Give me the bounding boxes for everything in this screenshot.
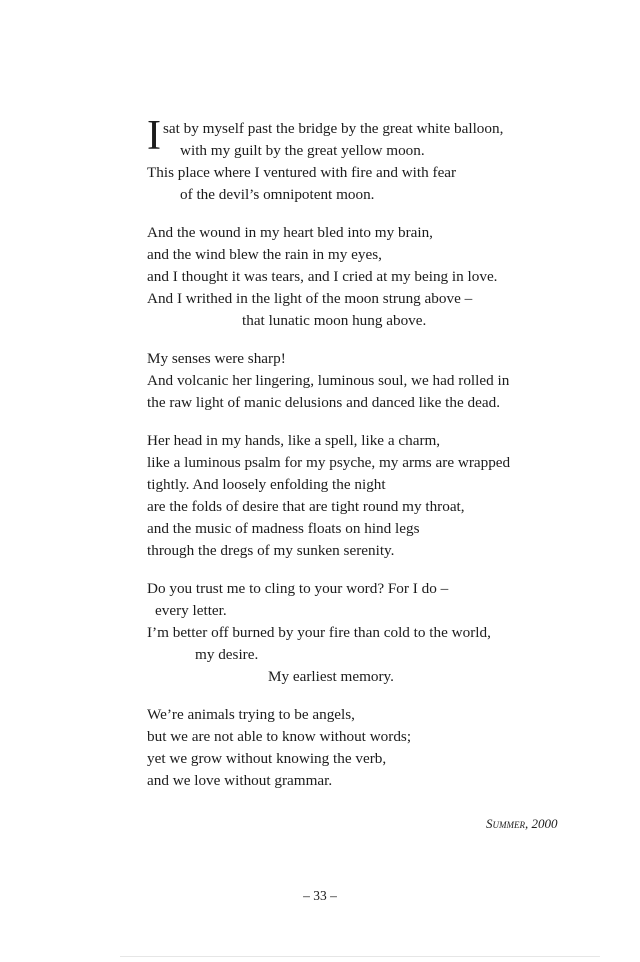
poem-line: but we are not able to know without words; <box>147 728 412 745</box>
stanza-2 <box>147 222 617 332</box>
poem-line: And the wound in my heart bled into my brain, <box>147 224 433 241</box>
poem-date: Summer, 2000 <box>486 816 558 831</box>
poem-line: This place where I ventured with fire and with fear <box>147 164 457 181</box>
poem-line: and the music of madness floats on hind legs <box>147 520 420 537</box>
drop-cap: I <box>147 113 161 159</box>
poem-line: tightly. And loosely enfolding the night <box>147 476 386 493</box>
stanza-6 <box>147 704 617 792</box>
page-edge-divider <box>120 956 600 957</box>
poem-line: And volcanic her lingering, luminous soul, we had rolled in <box>147 372 510 389</box>
poem-line: and the wind blew the rain in my eyes, <box>147 246 382 263</box>
poem-line: Her head in my hands, like a spell, like a charm, <box>147 432 441 449</box>
poem-line: with my guilt by the great yellow moon. <box>180 142 425 159</box>
poem-line: of the devil’s omnipotent moon. <box>180 186 375 203</box>
poem-line: like a luminous psalm for my psyche, my arms are wrapped <box>147 454 511 471</box>
poem-line: my desire. <box>195 646 259 663</box>
poem-line: And I writhed in the light of the moon strung above – <box>147 290 473 307</box>
poem-line: are the folds of desire that are tight round my throat, <box>147 498 465 515</box>
poem-line: that lunatic moon hung above. <box>242 312 427 329</box>
stanza-3 <box>147 348 617 414</box>
poem-line: My earliest memory. <box>268 668 394 685</box>
poem-line: the raw light of manic delusions and danced like the dead. <box>147 394 500 411</box>
stanza-5 <box>147 578 617 688</box>
stanza-1 <box>147 113 617 206</box>
poem-line: My senses were sharp! <box>147 350 286 367</box>
page-number: – 33 – <box>303 888 337 903</box>
poem-line: Do you trust me to cling to your word? For I do – <box>147 580 449 597</box>
poem-line: I’m better off burned by your fire than cold to the world, <box>147 624 491 641</box>
poem-line: and I thought it was tears, and I cried at my being in love. <box>147 268 498 285</box>
poem-line: We’re animals trying to be angels, <box>147 706 355 723</box>
poem-line: and we love without grammar. <box>147 772 333 789</box>
poem-line: through the dregs of my sunken serenity. <box>147 542 395 559</box>
poem-line-text: sat by myself past the bridge by the great white balloon, <box>163 120 504 137</box>
poem <box>147 113 617 808</box>
stanza-4 <box>147 430 617 562</box>
poem-line: every letter. <box>155 602 227 619</box>
poem-line: yet we grow without knowing the verb, <box>147 750 387 767</box>
